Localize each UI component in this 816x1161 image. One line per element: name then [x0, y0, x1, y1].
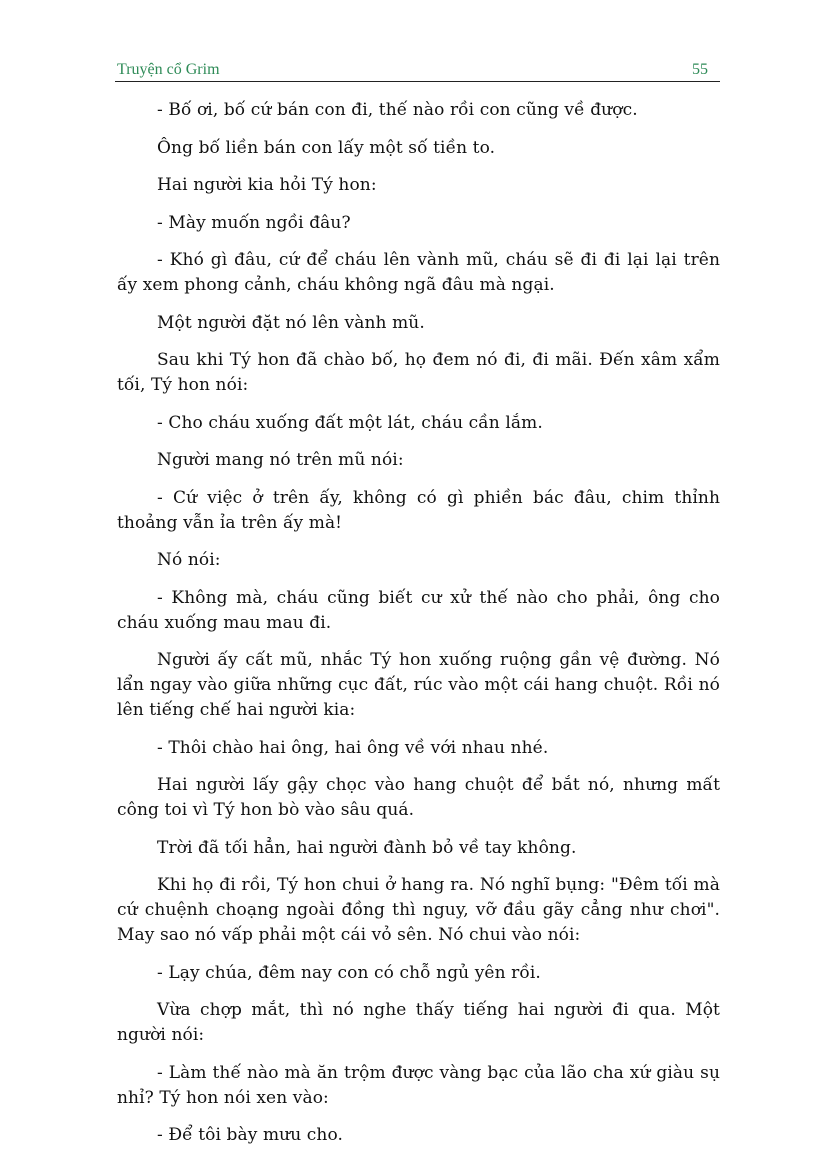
paragraph: Khi họ đi rồi, Tý hon chui ở hang ra. Nó nghĩ bụng: "Đêm tối mà cứ chuệnh choạng ngoài đồng thì nguy, vỡ đầu gãy cẳng như chơi". May sao nó vấp phải một cái vỏ sên. Nó chui vào nói:: [117, 875, 720, 945]
paragraph: Một người đặt nó lên vành mũ.: [157, 312, 425, 333]
paragraph: Ông bố liền bán con lấy một số tiền to.: [157, 137, 496, 158]
paragraph: - Thôi chào hai ông, hai ông về với nhau nhé.: [157, 737, 549, 758]
paragraph: Hai người kia hỏi Tý hon:: [157, 175, 377, 195]
paragraph: - Khó gì đâu, cứ để cháu lên vành mũ, cháu sẽ đi đi lại lại trên ấy xem phong cảnh, cháu không ngã đâu mà ngại.: [117, 250, 720, 295]
paragraph: Hai người lấy gậy chọc vào hang chuột để bắt nó, nhưng mất công toi vì Tý hon bò vào sâu quá.: [117, 775, 720, 820]
paragraph: - Bố ơi, bố cứ bán con đi, thế nào rồi con cũng về được.: [157, 100, 638, 120]
paragraph: Sau khi Tý hon đã chào bố, họ đem nó đi, đi mãi. Đến xâm xẩm tối, Tý hon nói:: [117, 350, 720, 395]
paragraph: - Để tôi bày mưu cho.: [157, 1125, 343, 1145]
paragraph: - Lạy chúa, đêm nay con có chỗ ngủ yên rồi.: [157, 962, 541, 983]
running-header: [115, 59, 720, 82]
paragraph: - Cho cháu xuống đất một lát, cháu cần lắm.: [157, 412, 543, 433]
paragraph: Trời đã tối hẳn, hai người đành bỏ về tay không.: [157, 837, 577, 858]
paragraph: Người mang nó trên mũ nói:: [157, 450, 404, 470]
page-number: 55: [692, 61, 708, 78]
paragraph: Người ấy cất mũ, nhắc Tý hon xuống ruộng gần vệ đường. Nó lẩn ngay vào giữa những cục đất, rúc vào một cái hang chuột. Rồi nó lên tiếng chế hai người kia:: [117, 650, 720, 720]
paragraph: - Không mà, cháu cũng biết cư xử thế nào cho phải, ông cho cháu xuống mau mau đi.: [117, 587, 720, 633]
paragraph: Vừa chợp mắt, thì nó nghe thấy tiếng hai người đi qua. Một người nói:: [117, 1000, 720, 1045]
paragraph: - Mày muốn ngồi đâu?: [157, 212, 351, 233]
paragraph: Nó nói:: [157, 550, 221, 570]
paragraph: - Cứ việc ở trên ấy, không có gì phiền bác đâu, chim thỉnh thoảng vẫn ỉa trên ấy mà!: [117, 487, 720, 533]
book-title: Truyện cổ Grim: [117, 61, 220, 78]
paragraph: - Làm thế nào mà ăn trộm được vàng bạc của lão cha xứ giàu sụ nhỉ? Tý hon nói xen vào:: [117, 1062, 720, 1108]
story-body: [117, 98, 720, 1161]
